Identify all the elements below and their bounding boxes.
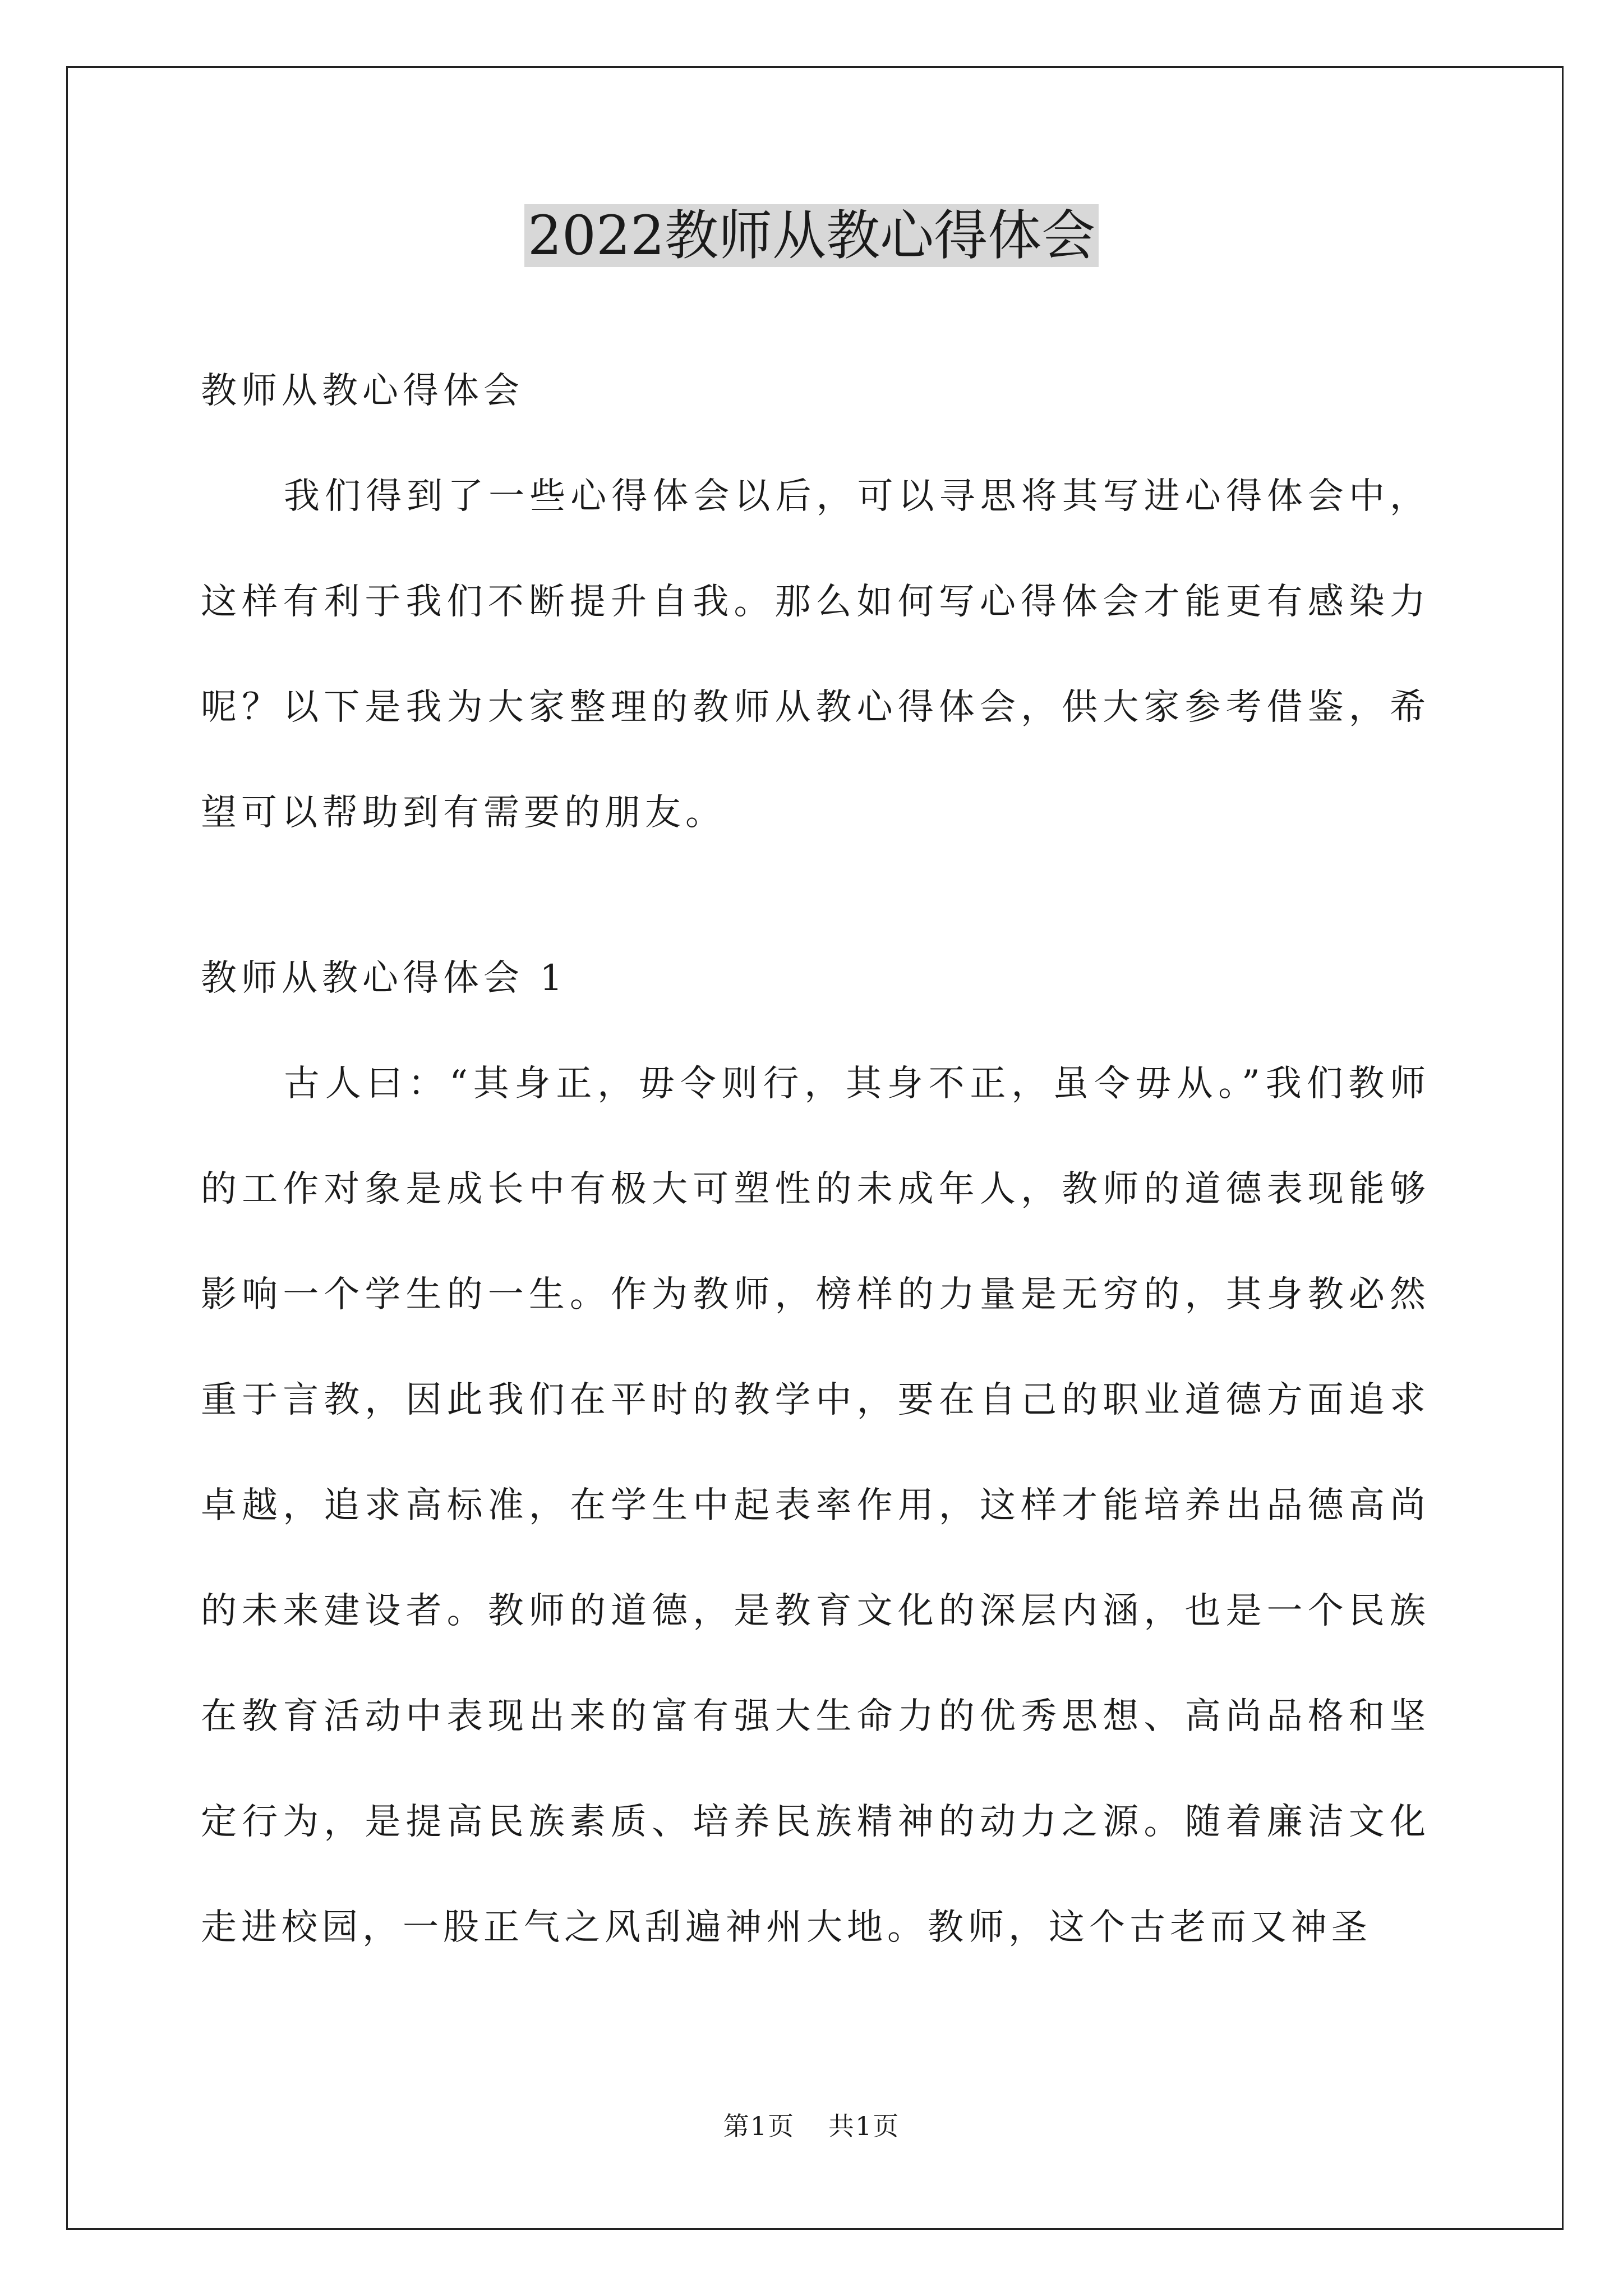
- document-title-text: 2022教师从教心得体会: [524, 204, 1099, 267]
- page-number-total: 共1页: [828, 2111, 900, 2141]
- intro-section: [201, 338, 1430, 866]
- intro-heading: 教师从教心得体会: [201, 370, 524, 412]
- intro-paragraph: 我们得到了一些心得体会以后，可以寻思将其写进心得体会中，这样有利于我们不断提升自我。那么如何写心得体会才能更有感染力呢？以下是我为大家整理的教师从教心得体会，供大家参考借鉴，希望可以帮助到有需要的朋友。: [201, 476, 1430, 834]
- page-number-current: 第1页: [723, 2111, 795, 2141]
- section1-paragraph: 古人曰：“其身正，毋令则行，其身不正，虽令毋从。”我们教师的工作对象是成长中有极大可塑性的未成年人，教师的道德表现能够影响一个学生的一生。作为教师，榜样的力量是无穷的，其身教必然重于言教，因此我们在平时的教学中，要在自己的职业道德方面追求卓越，追求高标准，在学生中起表率作用，这样才能培养出品德高尚的未来建设者。教师的道德，是教育文化的深层内涵，也是一个民族在教育活动中表现出来的富有强大生命力的优秀思想、高尚品格和坚定行为，是提高民族素质、培养民族精神的动力之源。随着廉洁文化走进校园，一股正气之风刮遍神州大地。教师，这个古老而又神圣: [201, 1063, 1430, 1948]
- page-footer: [0, 2109, 1623, 2143]
- section-1: [201, 926, 1430, 1980]
- section1-heading: 教师从教心得体会 1: [201, 958, 568, 999]
- document-title: [0, 196, 1623, 275]
